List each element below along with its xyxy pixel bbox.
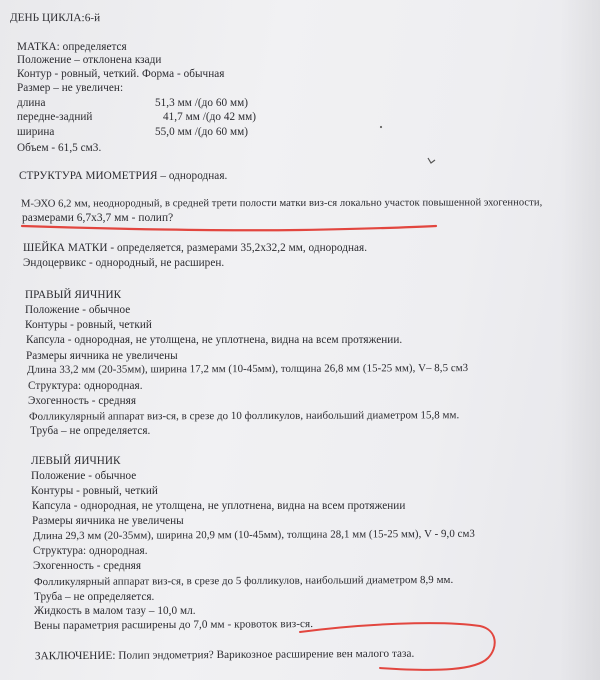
pelvic-fluid: Жидкость в малом тазу – 10,0 мл. <box>34 605 196 617</box>
left-ovary-tube: Труба – не определяется. <box>34 591 155 603</box>
right-ovary-dimensions: Длина 33,2 мм (20-35мм), ширина 17,2 мм (10-45мм), толщина 26,8 мм (15-25 мм), V– 8,5 см3 <box>26 362 469 376</box>
cervix-line2: Эндоцервикс - однородный, не расширен. <box>23 257 225 269</box>
red-underline-stroke <box>22 226 436 230</box>
cervix-line1: ШЕЙКА МАТКИ - определяется, размерами 35,2х32,2 мм, однородная. <box>23 242 368 254</box>
uterus-contour: Контур - ровный, четкий. Форма - обычная <box>17 68 225 80</box>
right-ovary-structure: Структура: однородная. <box>28 380 143 392</box>
left-ovary-heading: ЛЕВЫЙ ЯИЧНИК <box>31 455 121 467</box>
dim-width-value: 55,0 мм /(до 60 мм) <box>155 126 249 138</box>
pen-tick-mark <box>428 158 435 163</box>
right-ovary-capsule: Капсула - однородная, не утолщена, не уплотнена, видна на всем протяжении. <box>26 334 403 346</box>
left-ovary-echogenicity: Эхогенность - средняя <box>33 560 142 572</box>
left-ovary-structure: Структура: однородная. <box>33 545 148 557</box>
cycle-day-title: ДЕНЬ ЦИКЛА:6-й <box>9 11 101 25</box>
right-ovary-follicles: Фолликулярный аппарат виз-ся, в срезе до 10 фолликулов, наибольший диаметром 15,8 мм. <box>28 409 460 423</box>
m-echo-line1: М-ЭХО 6,2 мм, неоднородный, в средней трети полости матки виз-ся локально участок повышенной эхогенности, <box>20 197 543 210</box>
right-ovary-heading: ПРАВЫЙ ЯИЧНИК <box>25 289 122 301</box>
conclusion: ЗАКЛЮЧЕНИЕ: Полип эндометрия? Варикозное расширение вен малого таза. <box>34 647 415 663</box>
pen-dot-mark <box>380 126 382 128</box>
dim-length-value: 51,3 мм /(до 60 мм) <box>155 97 249 109</box>
right-ovary-size: Размеры яичника не увеличены <box>26 350 178 362</box>
left-ovary-capsule: Капсула - однородная, не утолщена, не уплотнена, видна на всем протяжении <box>32 500 406 512</box>
uterus-volume: Объем - 61,5 см3. <box>17 142 102 154</box>
left-ovary-follicles: Фолликулярный аппарат виз-ся, в срезе до 5 фолликулов, наибольший диаметром 8,9 мм. <box>33 573 454 589</box>
uterus-heading: МАТКА: определяется <box>17 41 127 53</box>
dim-length-label: длина <box>17 97 46 109</box>
right-ovary-echogenicity: Эхогенность - средняя <box>28 395 137 407</box>
dim-ap-value: 41,7 мм /(до 42 мм) <box>163 111 257 123</box>
myometrium-structure: СТРУКТУРА МИОМЕТРИЯ – однородная. <box>19 170 228 182</box>
right-ovary-tube: Труба – не определяется. <box>30 425 151 437</box>
left-ovary-size: Размеры яичника не увеличены <box>32 515 184 527</box>
page-edge-shadow <box>560 0 600 680</box>
left-ovary-dimensions: Длина 29,3 мм (20-35мм), ширина 20,9 мм (10-45мм), толщина 28,1 мм (15-25 мм), V - 9,0 см3 <box>32 527 475 543</box>
dim-width-label: ширина <box>17 126 55 138</box>
left-ovary-contours: Контуры - ровный, четкий <box>31 485 158 497</box>
right-ovary-contours: Контуры - ровный, четкий <box>25 319 152 331</box>
right-ovary-position: Положение - обычное <box>25 304 131 316</box>
parametrium-veins: Вены параметрия расширены до 7,0 мм - кровоток виз-ся. <box>33 618 314 632</box>
dim-ap-label: передне-задний <box>17 111 93 123</box>
m-echo-line2: размерами 6,7х3,7 мм - полип? <box>22 212 174 224</box>
left-ovary-position: Положение - обычное <box>31 470 137 482</box>
uterus-position: Положение – отклонена кзади <box>17 54 162 66</box>
red-conclusion-curve <box>300 623 495 670</box>
uterus-size: Размер – не увеличен: <box>17 82 124 94</box>
